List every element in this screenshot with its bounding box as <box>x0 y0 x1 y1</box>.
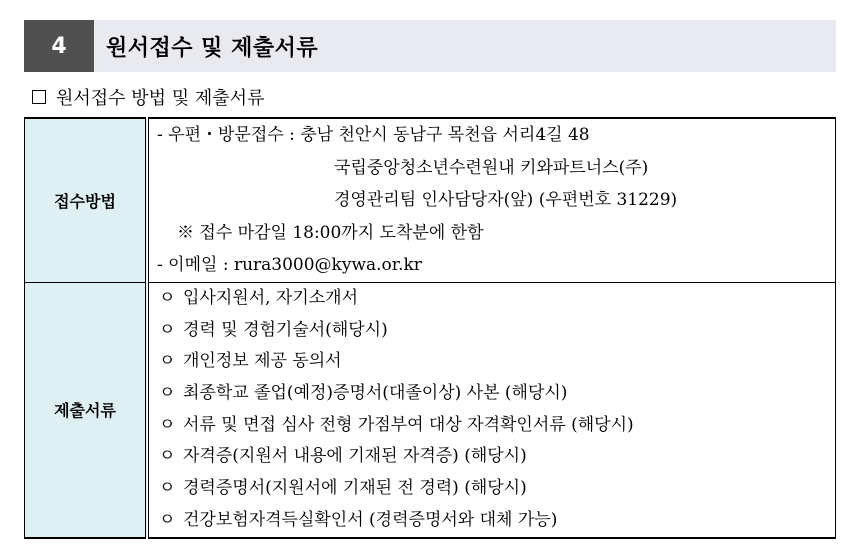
documents-content <box>147 282 836 537</box>
checkbox-icon <box>32 90 46 104</box>
method-row <box>25 118 836 282</box>
list-item: ㅇ 서류 및 면접 심사 전형 가점부여 대상 자격확인서류 (해당시) <box>149 410 835 442</box>
list-item: ㅇ 입사지원서, 자기소개서 <box>149 283 835 315</box>
list-item: ㅇ 경력 및 경험기술서(해당시) <box>149 315 835 347</box>
requirements-table <box>24 117 836 539</box>
method-line-address-3: 경영관리팀 인사담당자(앞) (우편번호 31229) <box>334 190 678 211</box>
documents-row <box>25 282 836 537</box>
bullet-icon: ㅇ <box>159 478 176 499</box>
method-content <box>147 118 836 282</box>
list-item: ㅇ 최종학교 졸업(예정)증명서(대졸이상) 사본 (해당시) <box>149 378 835 410</box>
bullet-icon: ㅇ <box>159 509 176 530</box>
method-line-address-2: 국립중앙청소년수련원내 키와파트너스(주) <box>334 157 649 178</box>
bullet-icon: ㅇ <box>159 319 176 340</box>
method-line-email: - 이메일 : rura3000@kywa.or.kr <box>157 255 422 276</box>
bullet-icon: ㅇ <box>159 287 176 308</box>
list-item: ㅇ 건강보험자격득실확인서 (경력증명서와 대체 가능) <box>149 505 835 537</box>
subheading-text: 원서접수 방법 및 제출서류 <box>56 88 265 109</box>
section-title-bar <box>94 20 836 72</box>
list-item: ㅇ 경력증명서(지원서에 기재된 전 경력) (해당시) <box>149 473 835 505</box>
method-line-deadline-note: ※ 접수 마감일 18:00까지 도착분에 한함 <box>177 222 484 243</box>
section-number: 4 <box>24 20 94 72</box>
list-item: ㅇ 개인정보 제공 동의서 <box>149 346 835 378</box>
documents-list <box>149 283 835 537</box>
bullet-icon: ㅇ <box>159 414 176 435</box>
method-line-post: - 우편・방문접수 : 충남 천안시 동남구 목천읍 서리4길 48 <box>157 125 590 145</box>
subheading <box>32 84 264 110</box>
bullet-icon: ㅇ <box>159 383 176 404</box>
section-title: 원서접수 및 제출서류 <box>106 35 319 61</box>
documents-label: 제출서류 <box>25 282 148 537</box>
method-label: 접수방법 <box>25 118 148 282</box>
bullet-icon: ㅇ <box>159 351 176 372</box>
bullet-icon: ㅇ <box>159 446 176 467</box>
list-item: ㅇ 자격증(지원서 내용에 기재된 자격증) (해당시) <box>149 441 835 473</box>
